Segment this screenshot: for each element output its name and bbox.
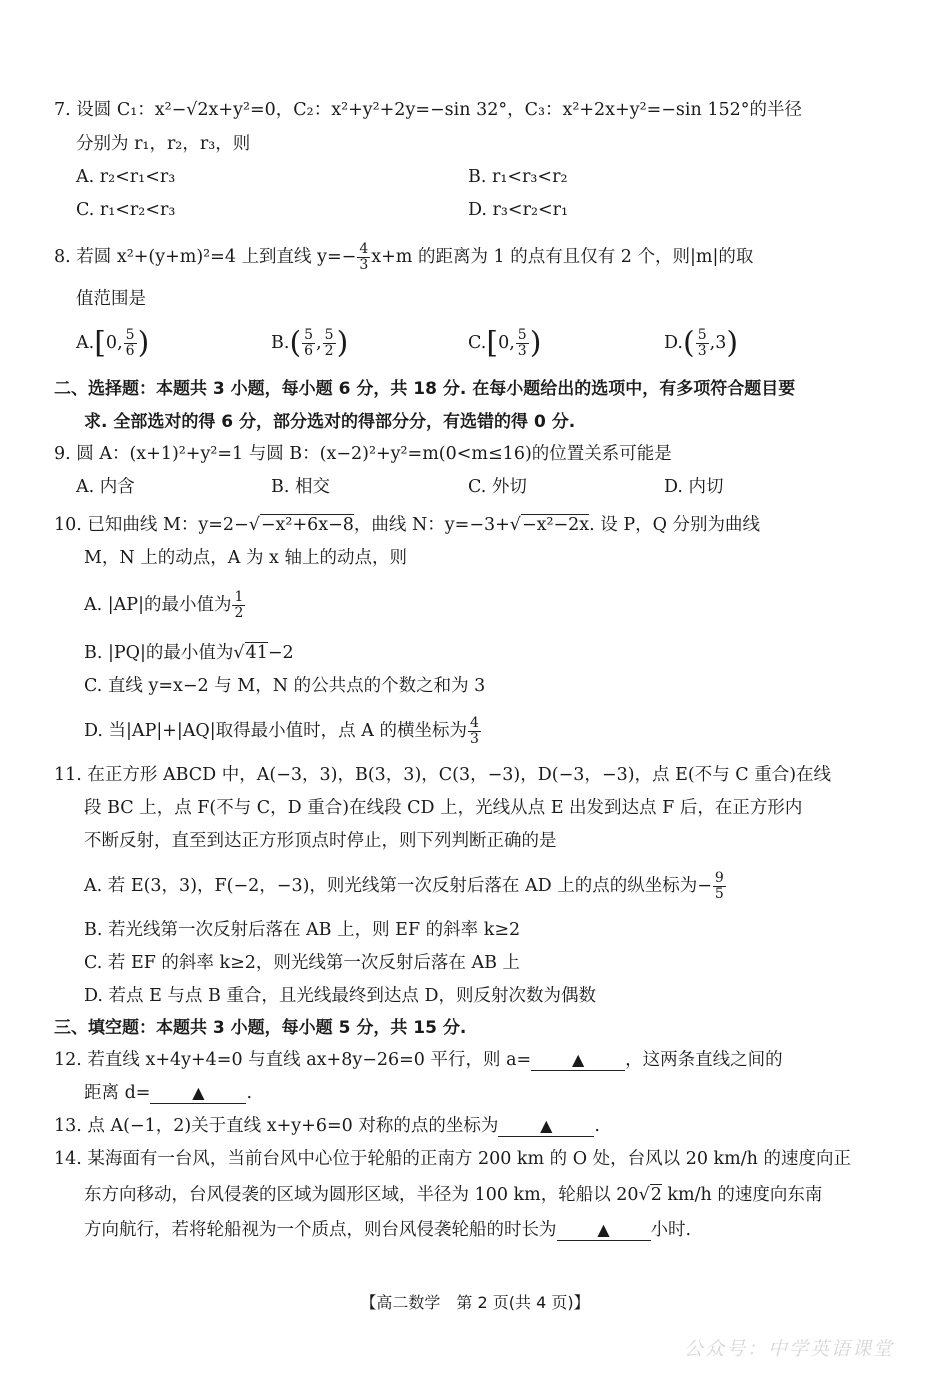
q7-stem-line2: 分别为 r₁，r₂，r₃，则 [76, 134, 251, 154]
q11-option-b: B. 若光线第一次反射后落在 AB 上，则 EF 的斜率 k≥2 [84, 920, 521, 940]
q11-option-a [84, 871, 727, 902]
q14-text-b: km/h 的速度向东南 [661, 1185, 823, 1205]
q14-sqrt: 2 [650, 1185, 662, 1205]
sqrt-sign: √ [233, 643, 245, 663]
q10-stem-a: 10. 已知曲线 M：y=2− [54, 515, 249, 535]
q8-a-left: 0 [105, 333, 118, 353]
q13-answer-blank[interactable] [498, 1116, 594, 1137]
q14-text-a: 东方向移动，台风侵袭的区域为圆形区域，半径为 100 km，轮船以 20 [84, 1185, 639, 1205]
q14-line2 [84, 1183, 822, 1207]
q8-c-left: 0 [498, 333, 510, 353]
q8-fraction [357, 242, 370, 273]
q7-stem-line1: 7. 设圆 C₁：x²−√2x+y²=0，C₂：x²+y²+2y=−sin 32°，C₃：x²+2x+y²=−sin 152°的半径 [54, 100, 802, 120]
q10-b-sqrt: 41 [245, 643, 268, 663]
q8-a-close: ) [137, 325, 150, 361]
q11-stem-line3: 不断反射，直至到达正方形顶点时停止，则下列判断正确的是 [84, 831, 557, 851]
q10-a-frac [232, 590, 245, 621]
q8-a-open: [ [94, 325, 106, 361]
q10-b-text: B. |PQ|的最小值为 [84, 643, 234, 663]
sqrt-sign: √ [248, 515, 260, 535]
q12-text-d: . [246, 1083, 253, 1103]
q10-stem-line1 [54, 513, 760, 537]
q8-c-open: [ [486, 325, 499, 361]
q10-d-frac [468, 716, 481, 747]
q8-a-label: A. [76, 333, 95, 353]
q11-a-den: 5 [714, 886, 724, 902]
q14-text-c: 方向航行，若将轮船视为一个质点，则台风侵袭轮船的时长为 [84, 1220, 557, 1240]
q13-line [54, 1114, 600, 1138]
q12-text-c: 距离 d= [84, 1083, 151, 1103]
q8-b-den1: 6 [304, 343, 314, 359]
q11-stem-line2: 段 BC 上，点 F(不与 C，D 重合)在线段 CD 上，光线从点 E 出发到达点 F 后，在正方形内 [84, 798, 803, 818]
q8-option-a: A.[0, $\frac{5}{6}$ ) [76, 325, 150, 361]
q8-b-open: ( [289, 325, 302, 361]
q8-c-num: 5 [517, 327, 527, 343]
q12-line1 [54, 1048, 783, 1072]
watermark: 公众号：中学英语课堂 [683, 1338, 894, 1360]
q8-d-right: 3 [715, 333, 727, 353]
q8-frac-den: 3 [359, 257, 369, 273]
q10-stem-line2: M，N 上的动点，A 为 x 轴上的动点，则 [84, 548, 407, 568]
q8-b-close: ) [336, 325, 349, 361]
section2-heading-line1: 二、选择题：本题共 3 小题，每小题 6 分，共 18 分. 在每小题给出的选项中，有多项符合题目要 [54, 379, 796, 399]
q8-a-frac [124, 328, 137, 359]
triangle-icon: ▲ [192, 1083, 205, 1102]
q8-stem-line1 [54, 242, 753, 273]
q8-b-frac2 [323, 328, 336, 359]
q8-stem-part-b: x+m 的距离为 1 的点有且仅有 2 个，则|m|的取 [371, 247, 754, 267]
page-footer: 【高二数学 第 2 页(共 4 页)】 [360, 1293, 590, 1312]
q9-stem: 9. 圆 A：(x+1)²+y²=1 与圆 B：(x−2)²+y²=m(0<m≤16)的位置关系可能是 [54, 444, 672, 464]
q10-stem-b: ，曲线 N：y=−3+ [353, 515, 510, 535]
q13-text: 13. 点 A(−1，2)关于直线 x+y+6=0 对称的点的坐标为 [54, 1116, 499, 1136]
q9-option-b: B. 相交 [271, 477, 330, 497]
q9-option-c: C. 外切 [468, 477, 527, 497]
q10-d-text: D. 当|AP|+|AQ|取得最小值时，点 A 的横坐标为 [84, 721, 467, 741]
q8-frac-num: 4 [359, 241, 369, 257]
q8-b-num1: 5 [304, 327, 314, 343]
q14-line3 [84, 1218, 691, 1242]
q8-d-frac [696, 328, 709, 359]
q9-option-d: D. 内切 [664, 477, 724, 497]
triangle-icon: ▲ [597, 1220, 610, 1239]
q9-option-a: A. 内含 [76, 477, 135, 497]
q10-sqrt1: −x²+6x−8 [260, 515, 354, 535]
q10-option-a [84, 590, 246, 621]
q10-option-d [84, 716, 482, 747]
q8-b-num2: 5 [324, 327, 334, 343]
q8-option-d: D.( $\frac{5}{3}$ ,3) [664, 325, 739, 361]
q10-d-num: 4 [469, 715, 479, 731]
q8-b-label: B. [271, 333, 290, 353]
q8-d-close: ) [726, 325, 739, 361]
q12-answer-blank-a[interactable] [531, 1050, 625, 1071]
q7-option-b: B. r₁<r₃<r₂ [468, 167, 568, 187]
q10-option-b [84, 641, 294, 665]
q12-line2 [84, 1081, 252, 1105]
section3-heading: 三、填空题：本题共 3 小题，每小题 5 分，共 15 分. [54, 1018, 467, 1038]
q12-answer-blank-d[interactable] [150, 1083, 246, 1104]
q11-option-c: C. 若 EF 的斜率 k≥2，则光线第一次反射后落在 AB 上 [84, 953, 521, 973]
q8-option-b: B.( $\frac{5}{6}$ , $\frac{5}{2}$ ) [271, 325, 349, 361]
q8-c-close: ) [529, 325, 542, 361]
sqrt-sign: √ [638, 1185, 650, 1205]
q10-sqrt2: −x²−2x [521, 515, 590, 535]
q10-a-num: 1 [234, 589, 244, 605]
q10-option-c: C. 直线 y=x−2 与 M，N 的公共点的个数之和为 3 [84, 676, 486, 696]
q10-b-tail: −2 [267, 643, 294, 663]
q14-answer-blank[interactable] [557, 1220, 651, 1241]
q8-d-num: 5 [697, 327, 707, 343]
q12-text-a: 12. 若直线 x+4y+4=0 与直线 ax+8y−26=0 平行，则 a= [54, 1050, 532, 1070]
q8-d-den: 3 [697, 343, 707, 359]
q11-a-num: 9 [714, 870, 724, 886]
triangle-icon: ▲ [572, 1050, 585, 1069]
triangle-icon: ▲ [540, 1116, 553, 1135]
q8-stem-part-a: 8. 若圆 x²+(y+m)²=4 上到直线 y=− [54, 247, 357, 267]
q10-d-den: 3 [469, 731, 479, 747]
q8-c-den: 3 [517, 343, 527, 359]
q14-line1: 14. 某海面有一台风，当前台风中心位于轮船的正南方 200 km 的 O 处，台风以 20 km/h 的速度向正 [54, 1149, 851, 1169]
section2-heading-line2: 求. 全部选对的得 6 分，部分选对的得部分分，有选错的得 0 分. [84, 412, 576, 432]
q8-b-frac1 [302, 328, 315, 359]
q12-text-b: ，这两条直线之间的 [625, 1050, 783, 1070]
q8-a-den: 6 [125, 343, 135, 359]
q10-stem-c: . 设 P，Q 分别为曲线 [589, 515, 761, 535]
q8-a-num: 5 [125, 327, 135, 343]
q7-option-c: C. r₁<r₂<r₃ [76, 200, 176, 220]
q8-stem-line2: 值范围是 [76, 289, 146, 309]
q7-option-a: A. r₂<r₁<r₃ [76, 167, 176, 187]
q8-b-den2: 2 [324, 343, 334, 359]
q11-a-frac [713, 871, 726, 902]
q8-option-c: C.[0, $\frac{5}{3}$ ) [468, 325, 542, 361]
q11-a-text: A. 若 E(3，3)，F(−2，−3)，则光线第一次反射后落在 AD 上的点的纵坐标为− [84, 876, 712, 896]
q10-a-den: 2 [234, 605, 244, 621]
q7-option-d: D. r₃<r₂<r₁ [468, 200, 569, 220]
q11-stem-line1: 11. 在正方形 ABCD 中，A(−3，3)，B(3，3)，C(3，−3)，D(−3，−3)，点 E(不与 C 重合)在线 [54, 765, 832, 785]
q13-text-end: . [594, 1116, 600, 1136]
q8-c-frac [516, 328, 529, 359]
sqrt-sign: √ [509, 515, 521, 535]
q14-text-d: 小时. [650, 1220, 692, 1240]
q8-d-label: D. [664, 333, 683, 353]
q11-option-d: D. 若点 E 与点 B 重合，且光线最终到达点 D，则反射次数为偶数 [84, 986, 597, 1006]
q8-d-open: ( [682, 325, 695, 361]
q8-c-label: C. [468, 333, 487, 353]
q10-a-text: A. |AP|的最小值为 [84, 595, 232, 615]
